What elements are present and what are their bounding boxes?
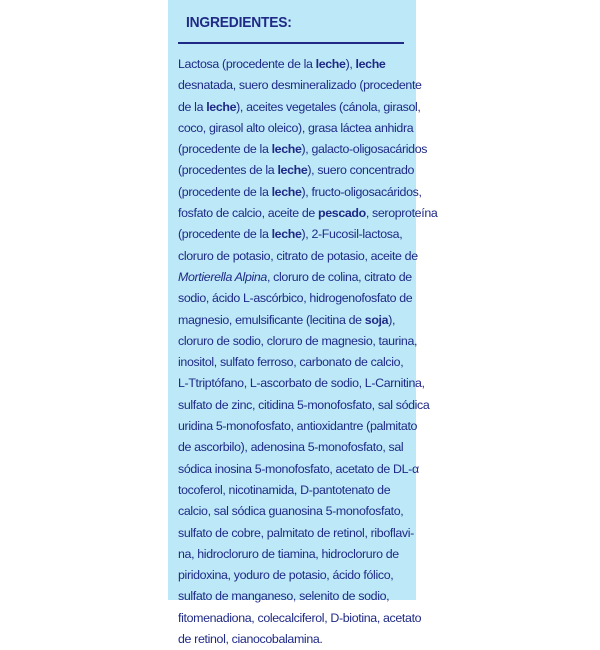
ingredients-line xyxy=(178,544,408,565)
ingredients-line xyxy=(178,160,415,181)
ingredients-text xyxy=(178,54,438,650)
ingredient-text: piridoxina, yoduro de potasio, ácido fólico, xyxy=(178,568,394,583)
ingredient-text: Mortierella Alpina xyxy=(178,269,267,284)
ingredients-line xyxy=(178,182,422,203)
ingredients-line xyxy=(178,54,408,75)
ingredient-text: desnatada, suero desmineralizado (procedente xyxy=(178,78,422,93)
ingredients-line xyxy=(178,288,413,309)
allergen-text: leche xyxy=(206,99,237,114)
ingredient-text: sodio, ácido L-ascórbico, hidrogenofosfato de xyxy=(178,291,413,306)
allergen-text: leche xyxy=(271,227,302,242)
allergen-text: soja xyxy=(364,312,389,327)
ingredient-text: (procedente de la xyxy=(178,227,272,242)
ingredient-text: ), xyxy=(388,312,396,327)
ingredient-text: , cloruro de colina, citrato de xyxy=(266,269,412,284)
ingredient-text: uridina 5-monofosfato, antioxidantre (palmitato xyxy=(178,419,418,434)
ingredients-line xyxy=(178,310,408,331)
ingredients-line xyxy=(178,416,418,437)
ingredient-text: ), galacto-oligosacáridos xyxy=(301,142,428,157)
ingredient-text: sulfato de cobre, palmitato de retinol, riboflavi- xyxy=(178,525,414,540)
ingredients-line xyxy=(178,331,418,352)
ingredient-text: sulfato de zinc, citidina 5-monofosfato, sal sódica xyxy=(178,397,430,412)
ingredients-line xyxy=(178,480,408,501)
ingredients-line xyxy=(178,267,412,288)
ingredient-text: sódica inosina 5-monofosfato, acetato de DL-α xyxy=(178,461,419,476)
ingredient-text: cloruro de potasio, citrato de potasio, aceite de xyxy=(178,248,418,263)
ingredient-text: ), suero concentrado xyxy=(307,163,415,178)
ingredients-title: INGREDIENTES: xyxy=(186,14,292,31)
ingredient-text: , seroproteína xyxy=(365,206,438,221)
ingredient-text: ), xyxy=(345,57,356,71)
allergen-text: leche xyxy=(271,184,302,199)
ingredients-line xyxy=(178,565,408,586)
ingredients-line xyxy=(178,608,422,629)
ingredients-line xyxy=(178,97,421,118)
ingredient-text: de retinol, cianocobalamina. xyxy=(178,632,323,647)
ingredients-line xyxy=(178,629,408,650)
title-divider xyxy=(178,42,404,44)
ingredient-text: (procedente de la xyxy=(178,142,272,157)
ingredient-text: tocoferol, nicotinamida, D-pantotenato de xyxy=(178,482,391,497)
allergen-text: pescado xyxy=(318,206,366,221)
ingredient-text: L-Ttriptófano, L-ascorbato de sodio, L-Carnitina, xyxy=(178,376,425,391)
ingredients-line xyxy=(178,373,425,394)
ingredients-line xyxy=(178,203,438,224)
ingredient-text: fosfato de calcio, aceite de xyxy=(178,206,319,221)
ingredient-text: calcio, sal sódica guanosina 5-monofosfato, xyxy=(178,504,404,519)
allergen-text: leche xyxy=(355,57,386,71)
ingredient-text: sulfato de manganeso, selenito de sodio, xyxy=(178,589,390,604)
ingredient-text: magnesio, emulsificante (lecitina de xyxy=(178,312,365,327)
ingredients-line xyxy=(178,75,422,96)
allergen-text: leche xyxy=(315,57,346,71)
ingredient-text: ), aceites vegetales (cánola, girasol, xyxy=(236,99,421,114)
ingredient-text: ), 2-Fucosil-lactosa, xyxy=(301,227,403,242)
ingredient-text: Lactosa (procedente de la xyxy=(178,57,316,71)
ingredients-line xyxy=(178,586,408,607)
ingredients-line xyxy=(178,118,414,139)
allergen-text: leche xyxy=(271,142,302,157)
ingredient-text: de la xyxy=(178,99,207,114)
ingredient-text: (procedente de la xyxy=(178,184,272,199)
ingredients-line xyxy=(178,224,408,245)
ingredient-text: cloruro de sodio, cloruro de magnesio, taurina, xyxy=(178,333,418,348)
allergen-text: leche xyxy=(277,163,308,178)
ingredient-text: de ascorbilo), adenosina 5-monofosfato, sal xyxy=(178,440,404,455)
ingredient-text: na, hidrocloruro de tiamina, hidrocloruro de xyxy=(178,546,399,561)
ingredients-panel xyxy=(168,0,438,647)
ingredient-text: (procedentes de la xyxy=(178,163,278,178)
ingredients-line xyxy=(178,395,430,416)
ingredients-line xyxy=(178,139,428,160)
ingredients-line xyxy=(178,501,408,522)
ingredient-text: inositol, sulfato ferroso, carbonato de calcio, xyxy=(178,355,404,370)
ingredient-text: coco, girasol alto oleico), grasa láctea anhidra xyxy=(178,120,414,135)
ingredients-line xyxy=(178,246,418,267)
ingredient-text: ), fructo-oligosacáridos, xyxy=(301,184,422,199)
ingredient-text: fitomenadiona, colecalciferol, D-biotina, acetato xyxy=(178,610,422,625)
ingredients-line xyxy=(178,523,414,544)
ingredients-line xyxy=(178,437,408,458)
ingredients-line xyxy=(178,352,408,373)
ingredients-line xyxy=(178,459,419,480)
